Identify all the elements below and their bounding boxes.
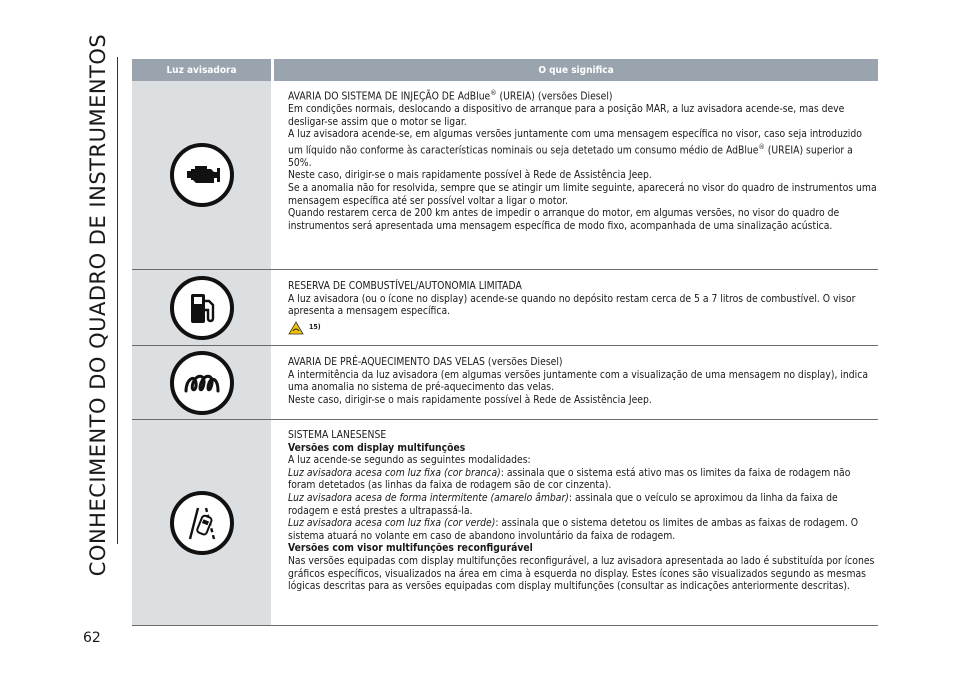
environment-warning-icon [288,321,304,335]
row1-title: AVARIA DO SISTEMA DE INJEÇÃO DE AdBlue [288,90,491,103]
row4-title: SISTEMA LANESENSE [288,429,387,441]
mode-label: Luz avisadora acesa de forma intermitente (amarelo âmbar) [288,491,569,504]
header-meaning: O que significa [271,59,878,81]
row1-paragraph: A luz avisadora acende-se, em algumas versões juntamente com uma mensagem específica no visor, caso seja introduzido um líquido não conforme às características nominais ou seja detetado um consumo médio de AdBlue [288,128,862,157]
mode-label: Luz avisadora acesa com luz fixa (cor branca) [288,466,501,479]
row1-paragraph: Em condições normais, deslocando a dispositivo de arranque para a posição MAR, a luz avisadora acende-se, mas deve desligar-se assim que o motor se ligar. [288,103,845,128]
registered-mark: ® [490,89,497,97]
section-rule [117,57,118,544]
table-row [132,81,878,270]
icon-cell [132,81,271,269]
row4-body: Nas versões equipadas com display multifunções reconfigurável, a luz avisadora apresentada ao lado é substituída por ícones gráficos específicos, visualizados na área em cima à esquerda no display. Estes ícones são visualizados segundo as mesmas lógicas descritas para as versões equipadas com display multifunções (consultar as indicações anteriormente descritas). [288,554,875,593]
icon-cell [132,420,271,625]
table-row [132,346,878,420]
mode-label: Luz avisadora acesa com luz fixa (cor verde) [288,517,496,530]
row3-title: AVARIA DE PRÉ-AQUECIMENTO DAS VELAS (versões Diesel) [288,356,563,368]
row1-paragraph-suffix: (UREIA) superior a 50%. [288,144,853,169]
page-number: 62 [83,630,101,646]
icon-cell [132,346,271,419]
icon-cell [132,270,271,345]
section-title: CONHECIMENTO DO QUADRO DE INSTRUMENTOS [86,33,111,577]
fuel-pump-icon [170,276,234,340]
note-reference [288,321,321,335]
header-warning-light: Luz avisadora [166,64,237,76]
row4-intro: A luz acende-se segundo as seguintes modalidades: [288,454,531,467]
meaning-cell [271,420,878,625]
table-header [132,59,878,81]
table-row [132,270,878,346]
mode-text: : assinala que o sistema detetou os limites de ambas as faixas de rodagem. O sistema atuará no volante em caso de abandono involuntário da faixa de rodagem. [288,517,859,542]
row3-body: A intermitência da luz avisadora (em algumas versões juntamente com a visualização de uma mensagem no display), indica uma anomalia no sistema de pré-aquecimento das velas. [288,368,869,394]
registered-mark: ® [758,142,765,151]
row4-subheading: Versões com visor multifunções reconfigurável [288,542,533,555]
meaning-cell [271,81,878,269]
meaning-cell [271,270,878,345]
table-row [132,420,878,626]
note-ref-number: 15) [309,323,321,332]
row2-body: A luz avisadora (ou o ícone no display) acende-se quando no depósito restam cerca de 5 a 7 litros de combustível. O visor apresenta a mensagem específica. [288,292,856,318]
mode-text: : assinala que o veículo se aproximou da linha da faixa de rodagem e está prestes a ultrapassá-la. [288,491,838,517]
lanesense-icon [170,491,234,555]
section-title-vertical [78,33,118,577]
row2-title: RESERVA DE COMBUSTÍVEL/AUTONOMIA LIMITADA [288,280,522,292]
warning-light-table [132,59,878,626]
meaning-cell [271,346,878,419]
mode-text: : assinala que o sistema está ativo mas os limites da faixa de rodagem não foram detetados (as linhas da faixa de rodagem são de cor cinzenta). [288,466,851,492]
row1-title-suffix: (UREIA) (versões Diesel) [496,90,613,103]
row3-body: Neste caso, dirigir-se o mais rapidamente possível à Rede de Assistência Jeep. [288,393,652,406]
row1-paragraph: Quando restarem cerca de 200 km antes de impedir o arranque do motor, em algumas versões, no visor do quadro de instrumentos será apresentada uma mensagem específica de modo fixo, acompanhada de uma sinalização acústica. [288,207,840,232]
row1-paragraph: Neste caso, dirigir-se o mais rapidamente possível à Rede de Assistência Jeep. [288,169,652,182]
engine-check-icon [170,143,234,207]
row4-subheading: Versões com display multifunções [288,441,466,454]
glow-plug-icon [170,351,234,415]
row1-paragraph: Se a anomalia não for resolvida, sempre que se atingir um limite seguinte, aparecerá no visor do quadro de instrumentos uma mensagem específica até ser possível voltar a ligar o motor. [288,182,877,207]
